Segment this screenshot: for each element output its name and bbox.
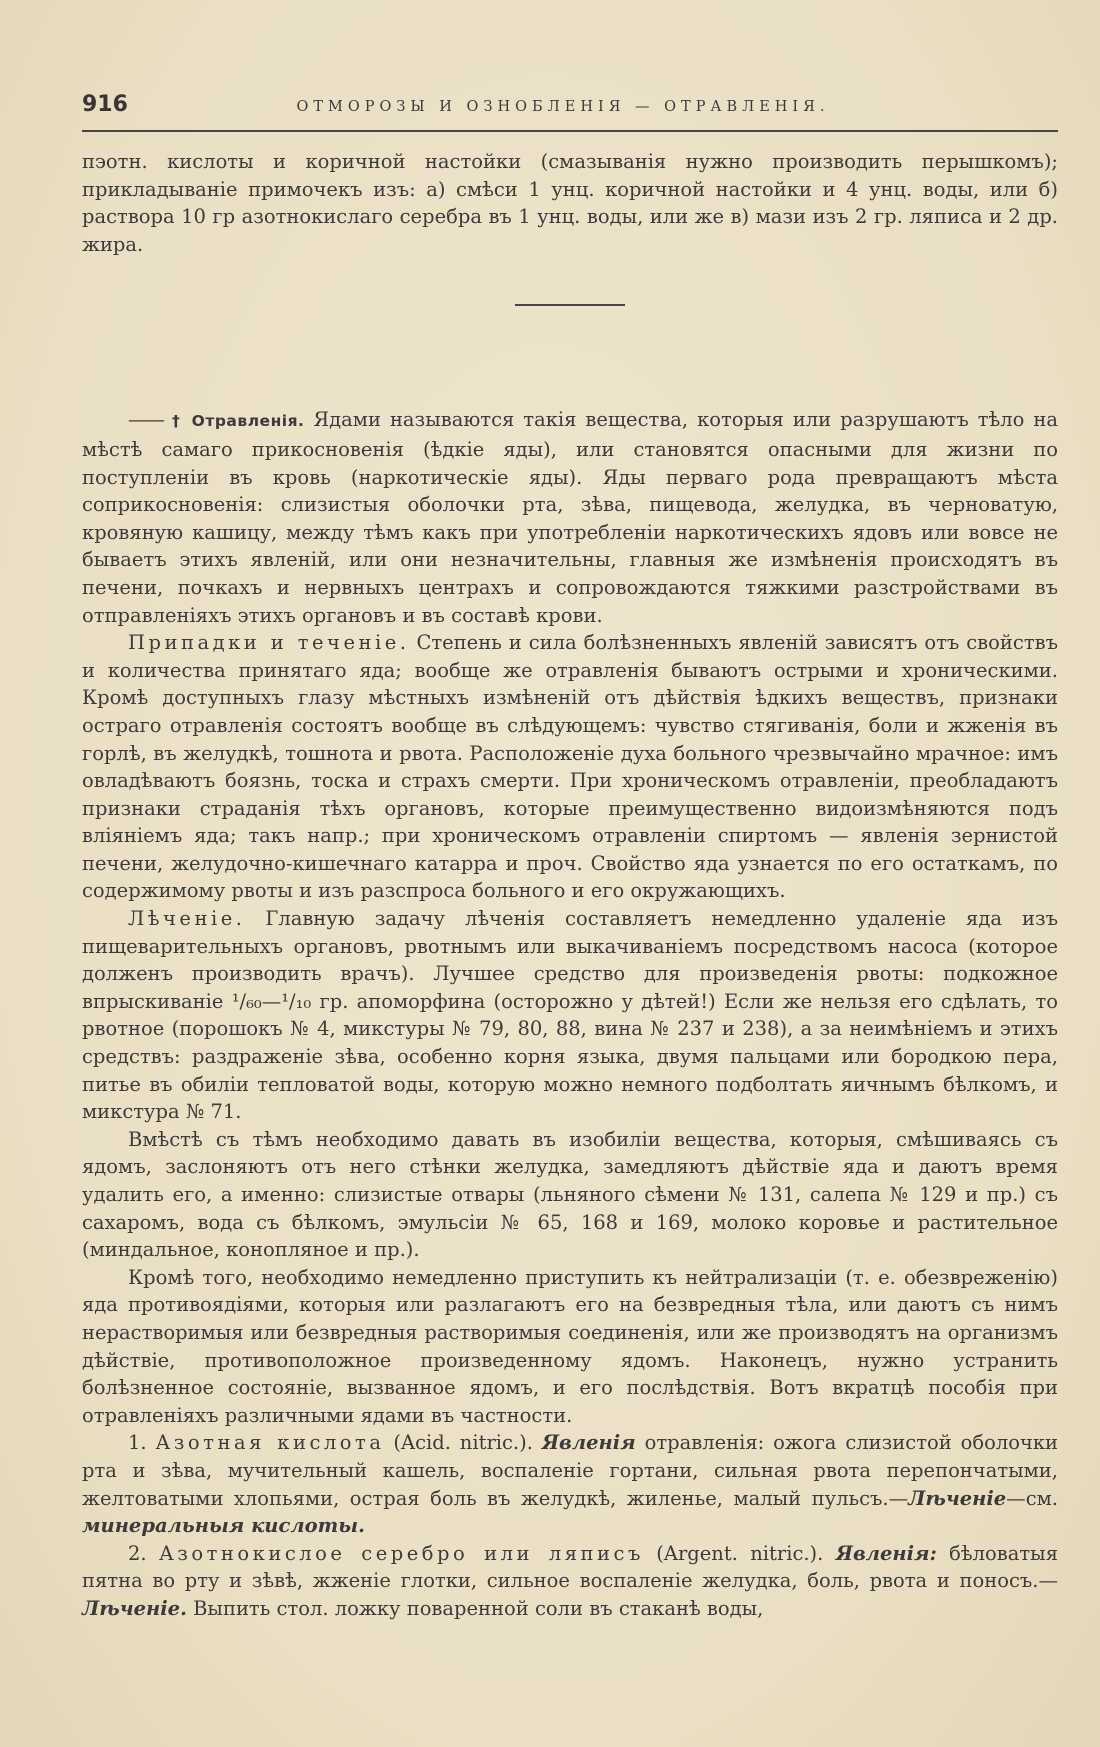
continuation-paragraph: пэотн. кислоты и коричной настойки (смазыванiя нужно производить перышкомъ); прикладыванiе примочекъ изъ: а) смѣси 1 унц. коричной настойки и 4 унц. воды, или б) раствора 10 гр азотнокислаго серебра въ 1 унц. воды, или же в) мази изъ 2 гр. ляписа и 2 др. жира. — [82, 150, 1058, 256]
poison-item-1 — [82, 1429, 1058, 1539]
poison-item-2 — [82, 1540, 1058, 1623]
poison-name: Азотнокислое серебро или ляписъ — [158, 1541, 644, 1565]
section-title: † Отравленiя. — [171, 412, 305, 431]
poison-symptoms: бѣловатыя пятна во рту и зѣвѣ, жженiе глотки, сильное воспаленiе желудка, боль, рвота и поносъ.— — [82, 1541, 1058, 1593]
treatment-label: Лѣченiе. — [82, 1596, 187, 1620]
treatment-text: Выпить стол. ложку поваренной соли въ стаканѣ воды, — [193, 1596, 764, 1620]
treatment-heading: Лѣченiе. — [128, 907, 246, 931]
section-intro-paragraph — [82, 406, 1058, 629]
poison-name: Азотная кислота — [155, 1431, 385, 1455]
symptoms-label: Явленiя: — [835, 1541, 937, 1565]
besides-paragraph: Кромѣ того, необходимо немедленно приступить къ нейтрализацiи (т. е. обезвреженiю) яда противоядiями, которыя или разлагаютъ его на безвредныя тѣла, или даютъ съ нимъ нерастворимыя или безвредныя растворимыя соединенiя, или же производятъ на организмъ дѣйствiе, противоположное произведенному ядомъ. Наконецъ, нужно устранить болѣзненное состоянiе, вызванное ядомъ, и его послѣдствiя. Вотъ вкратцѣ пособiя при отравленiяхъ различными ядами въ частности. — [82, 1265, 1058, 1427]
lead-dash: —— — [128, 408, 163, 432]
poison-latin: (Acid. nitric.). — [393, 1431, 533, 1455]
treatment-text: Главную задачу лѣченiя составляетъ немедленно удаленiе яда изъ пищеварительныхъ органовъ, рвотнымъ или выкачиванiемъ посредствомъ насоса (которое долженъ производить врачъ). Лучшее средство для произведенiя рвоты: подкожное впрыскиванiе ¹/₆₀—¹/₁₀ гр. апоморфина (осторожно у дѣтей!) Если же нельзя его сдѣлать, то рвотное (порошокъ № 4, микстуры № 79, 80, 88, вина № 237 и 238), а за неимѣнiемъ и этихъ средствъ: раздраженiе зѣва, особенно корня языка, двумя пальцами или бородкою пера, питье въ обилiи тепловатой воды, которую можно немного подболтать яичнымъ бѣлкомъ, и микстура № 71. — [82, 907, 1058, 1124]
running-title: ОТМОРОЗЫ И ОЗНОБЛЕНIЯ — ОТРАВЛЕНIЯ. — [296, 99, 830, 115]
poison-latin: (Argent. nitric.). — [656, 1541, 824, 1565]
section-intro-text: Ядами называются такiя вещества, которыя или разрушаютъ тѣло на мѣстѣ самаго прикосновенiя (ѣдкiе яды), или становятся опасными для жизни по поступленiи въ кровь (наркотическiе яды). Яды перваго рода превращаютъ мѣста соприкосновенiя: слизистыя оболочки рта, зѣва, пищевода, желудка, въ черноватую, кровяную кашицу, между тѣмъ какъ при употребленiи наркотическихъ ядовъ или вовсе не бываетъ этихъ явленiй, или они незначительны, главныя же измѣненiя происходятъ въ печени, почкахъ и нервныхъ центрахъ и сопровождаются тяжкими разстройствами въ отправленiяхъ этихъ органовъ и въ составѣ крови. — [82, 408, 1059, 627]
treatment-see: —см. — [1006, 1486, 1058, 1510]
symptoms-paragraph — [82, 629, 1058, 905]
treatment-ref: минеральныя кислоты. — [82, 1514, 365, 1538]
treatment-paragraph — [82, 905, 1058, 1126]
section-divider — [515, 304, 625, 306]
poison-symptoms: отравленiя: ожога слизистой оболочки рта и зѣва, мучительный кашель, воспаленiе гортани, сильная рвота перепончатыми, желтоватыми хлопьями, острая боль въ желудкѣ, жиленье, малый пульсъ.— — [82, 1431, 1059, 1510]
running-head — [82, 92, 1058, 132]
page-number: 916 — [82, 92, 128, 117]
together-paragraph: Вмѣстѣ съ тѣмъ необходимо давать въ изобилiи вещества, которыя, смѣшиваясь съ ядомъ, заслоняютъ отъ него стѣнки желудка, замедляютъ дѣйствiе яда и даютъ время удалить его, а именно: слизистые отвары (льняного сѣмени № 131, салепа № 129 и пр.) съ сахаромъ, вода съ бѣлкомъ, эмульсiи № 65, 168 и 169, молоко коровье и растительное (миндальное, конопляное и пр.). — [82, 1127, 1058, 1262]
treatment-label: Лѣченiе — [908, 1486, 1007, 1510]
symptoms-text: Степень и сила болѣзненныхъ явленiй зависятъ отъ свойствъ и количества принятаго яда; вообще же отравленiя бываютъ острыми и хроническими. Кромѣ доступныхъ глазу мѣстныхъ измѣненiй отъ дѣйствiя ѣдкихъ веществъ, признаки остраго отравленiя состоятъ вообще въ слѣдующемъ: чувство стягиванiя, боли и жженiя въ горлѣ, въ желудкѣ, тошнота и рвота. Расположенiе духа больного чрезвычайно мрачное: имъ овладѣваютъ боязнь, тоска и страхъ смерти. При хроническомъ отравленiи, преобладаютъ признаки страданiя тѣхъ органовъ, которые преимущественно видоизмѣняются подъ влiянiемъ яда; такъ напр.; при хроническомъ отравленiи спиртомъ — явленiя зернистой печени, желудочно-кишечнаго катарра и проч. Свойство яда узнается по его остаткамъ, по содержимому рвоты и изъ разспроса больного и его окружающихъ. — [82, 631, 1058, 903]
item-number: 2. — [128, 1541, 147, 1565]
symptoms-label: Явленiя — [541, 1431, 636, 1455]
item-number: 1. — [128, 1431, 147, 1455]
symptoms-heading: Припадки и теченiе. — [128, 631, 410, 655]
